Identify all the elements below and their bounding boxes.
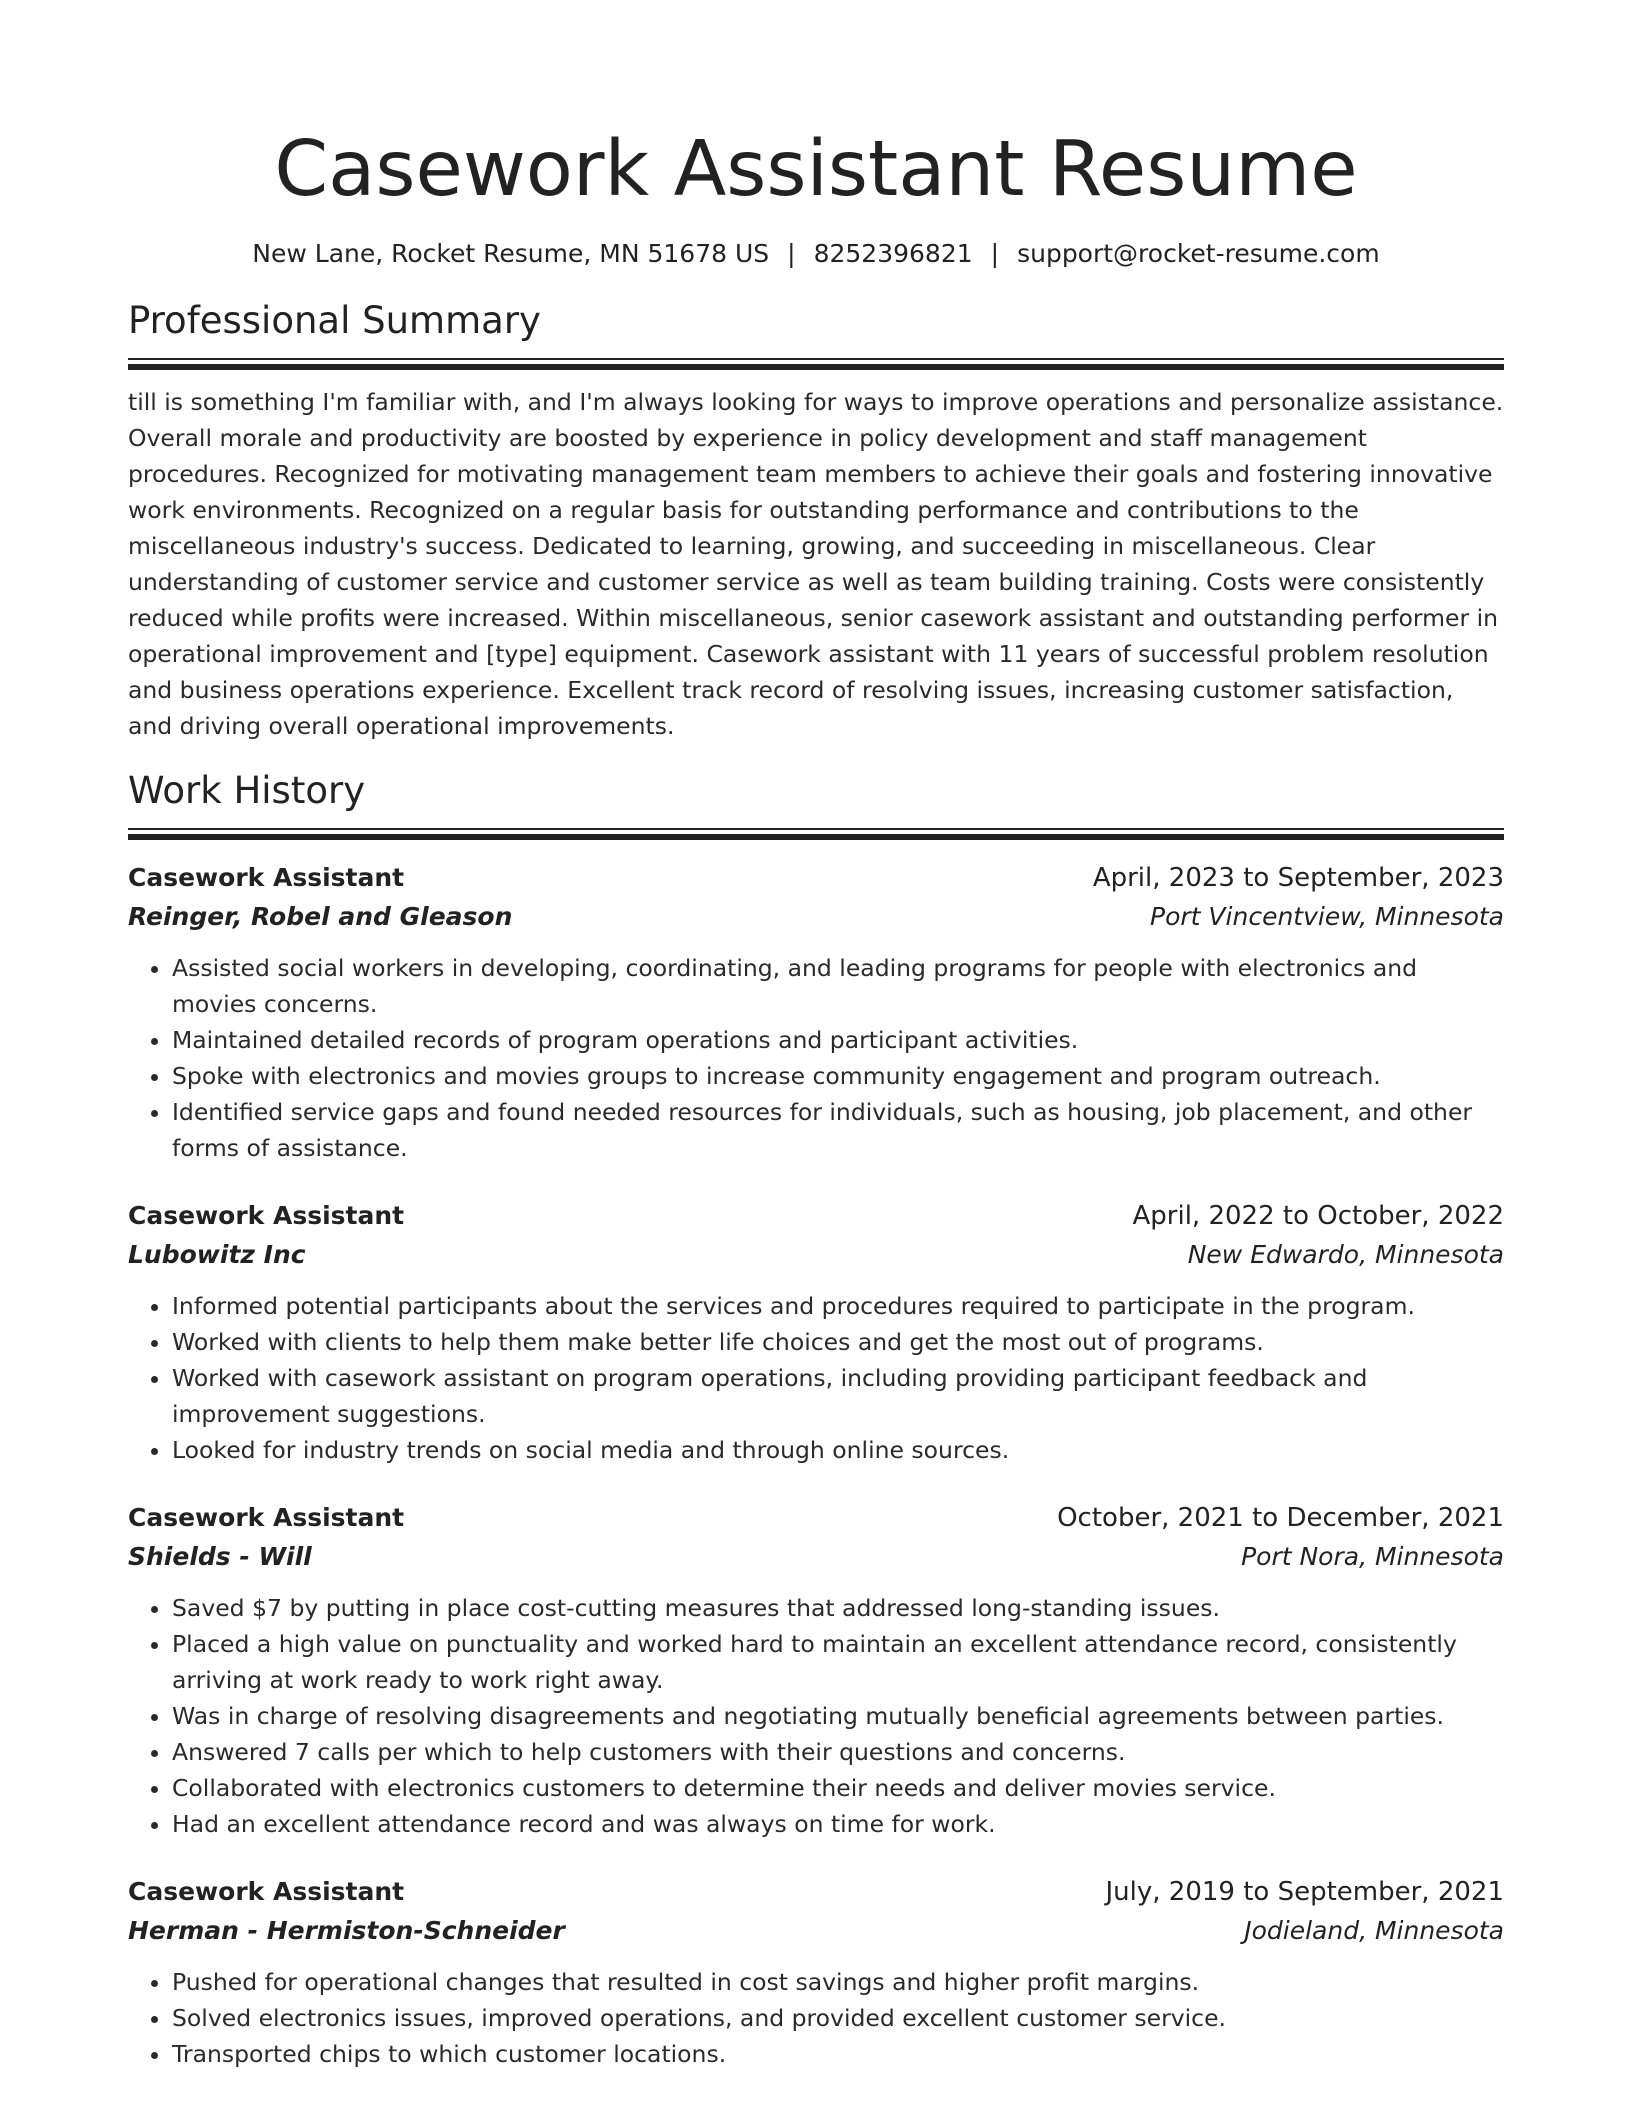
job-company-row (128, 1236, 1504, 1274)
job-company-row (128, 1912, 1504, 1950)
job-location: Port Vincentview, Minnesota (1150, 902, 1504, 931)
job-header-row (128, 1872, 1504, 1912)
job-location: Jodieland, Minnesota (1244, 1916, 1504, 1945)
job-company: Shields - Will (128, 1542, 312, 1571)
job-company: Reinger, Robel and Gleason (128, 902, 513, 931)
job-dates: April, 2023 to September, 2023 (1092, 863, 1504, 893)
job-title: Casework Assistant (128, 1877, 405, 1906)
job-header-row (128, 858, 1504, 898)
job-title: Casework Assistant (128, 1503, 405, 1532)
job-entry (128, 1872, 1504, 2072)
job-bullet-list (128, 1964, 1504, 2072)
contact-line (128, 238, 1504, 270)
job-company-row (128, 1538, 1504, 1576)
contact-email: support@rocket-resume.com (1017, 239, 1380, 268)
job-dates: April, 2022 to October, 2022 (1132, 1201, 1504, 1231)
resume-page (128, 0, 1504, 2072)
job-dates: July, 2019 to September, 2021 (1105, 1877, 1504, 1907)
job-list (128, 858, 1504, 2072)
job-location: Port Nora, Minnesota (1241, 1542, 1504, 1571)
job-bullet: • Maintained detailed records of program operations and participant activities. (172, 1022, 1504, 1058)
section-divider (128, 358, 1504, 370)
contact-address: New Lane, Rocket Resume, MN 51678 US (252, 239, 770, 268)
job-title: Casework Assistant (128, 1201, 405, 1230)
section-heading-summary: Professional Summary (128, 299, 541, 342)
job-header-row (128, 1498, 1504, 1538)
summary-text: till is something I'm familiar with, and I'm always looking for ways to improve operations and personalize assistance. Overall morale and productivity are boosted by experience in policy development and staff management procedures. Recognized for motivating management team members to achieve their goals and fostering innovative work environments. Recognized on a regular basis for outstanding performance and contributions to the miscellaneous industry's success. Dedicated to learning, growing, and succeeding in miscellaneous. Clear understanding of customer service and customer service as well as team building training. Costs were consistently reduced while profits were increased. Within miscellaneous, senior casework assistant and outstanding performer in operational improvement and [type] equipment. Casework assistant with 11 years of successful problem resolution and business operations experience. Excellent track record of resolving issues, increasing customer satisfaction, and driving overall operational improvements. (128, 388, 1504, 740)
job-bullet-list (128, 950, 1504, 1166)
job-dates: October, 2021 to December, 2021 (1057, 1503, 1504, 1533)
job-bullet: • Spoke with electronics and movies groups to increase community engagement and program outreach. (172, 1058, 1504, 1094)
job-bullet: • Was in charge of resolving disagreements and negotiating mutually beneficial agreements between parties. (172, 1698, 1504, 1734)
job-bullet-list (128, 1288, 1504, 1468)
contact-separator: | (990, 239, 1000, 268)
job-bullet: • Pushed for operational changes that resulted in cost savings and higher profit margins. (172, 1964, 1504, 2000)
work-history-section (128, 768, 1504, 2072)
job-company-row (128, 898, 1504, 936)
job-header-row (128, 1196, 1504, 1236)
job-bullet: • Had an excellent attendance record and was always on time for work. (172, 1806, 1504, 1842)
section-divider (128, 828, 1504, 840)
job-bullet: • Worked with casework assistant on program operations, including providing participant feedback and improvement suggestions. (172, 1360, 1504, 1432)
job-bullet: • Saved $7 by putting in place cost-cutting measures that addressed long-standing issues. (172, 1590, 1504, 1626)
professional-summary-section (128, 298, 1504, 744)
contact-phone: 8252396821 (813, 239, 973, 268)
job-entry (128, 1498, 1504, 1842)
job-company: Herman - Hermiston-Schneider (128, 1916, 565, 1945)
job-bullet: • Transported chips to which customer locations. (172, 2036, 1504, 2072)
job-bullet: • Assisted social workers in developing, coordinating, and leading programs for people with electronics and movies concerns. (172, 950, 1504, 1022)
job-bullet: • Collaborated with electronics customers to determine their needs and deliver movies service. (172, 1770, 1504, 1806)
job-bullet-list (128, 1590, 1504, 1842)
job-bullet: • Identified service gaps and found needed resources for individuals, such as housing, job placement, and other forms of assistance. (172, 1094, 1504, 1166)
section-heading-work-history: Work History (128, 769, 366, 812)
job-bullet: • Answered 7 calls per which to help customers with their questions and concerns. (172, 1734, 1504, 1770)
contact-separator: | (787, 239, 796, 268)
job-location: New Edwardo, Minnesota (1187, 1240, 1504, 1269)
job-company: Lubowitz Inc (128, 1240, 306, 1269)
job-entry (128, 1196, 1504, 1468)
job-bullet: • Worked with clients to help them make better life choices and get the most out of programs. (172, 1324, 1504, 1360)
job-bullet: • Informed potential participants about the services and procedures required to participate in the program. (172, 1288, 1504, 1324)
job-bullet: • Looked for industry trends on social media and through online sources. (172, 1432, 1504, 1468)
job-bullet: • Placed a high value on punctuality and worked hard to maintain an excellent attendance record, consistently arriving at work ready to work right away. (172, 1626, 1504, 1698)
job-bullet: • Solved electronics issues, improved operations, and provided excellent customer service. (172, 2000, 1504, 2036)
resume-title: Casework Assistant Resume (274, 125, 1358, 214)
job-entry (128, 858, 1504, 1166)
job-title: Casework Assistant (128, 863, 405, 892)
